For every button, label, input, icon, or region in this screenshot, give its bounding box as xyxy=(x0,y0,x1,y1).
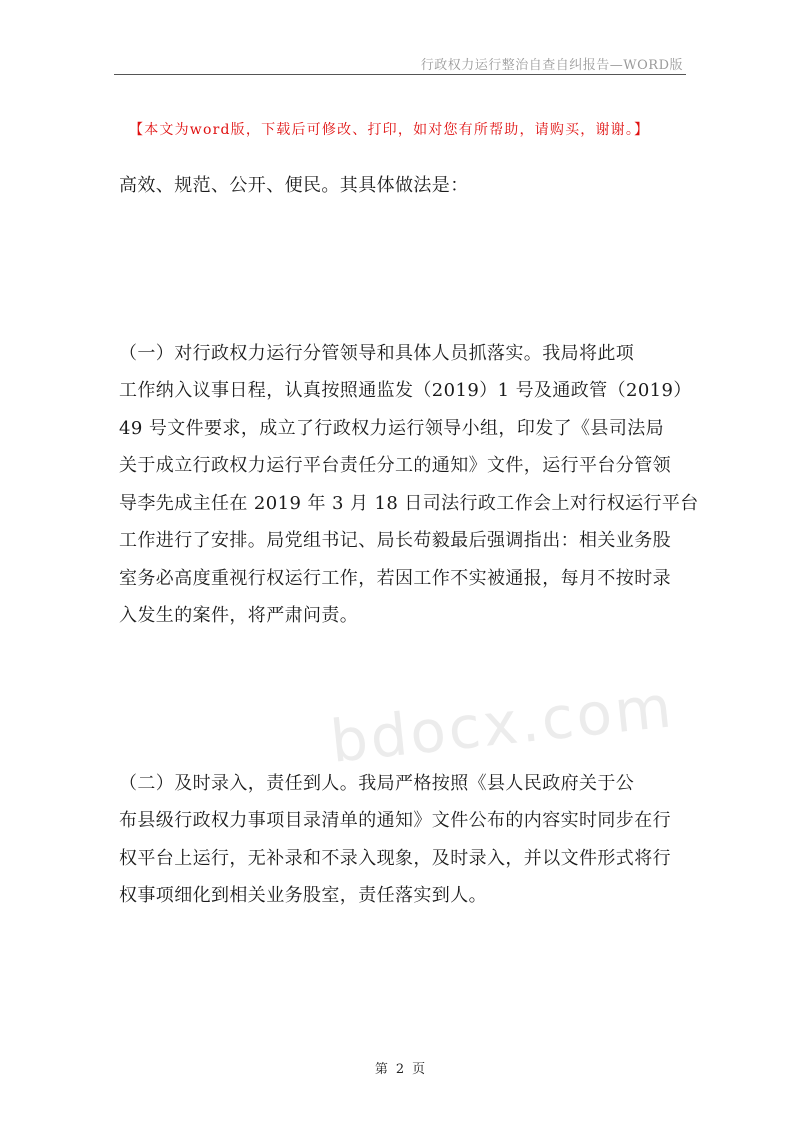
page-number: 2 xyxy=(395,1062,405,1077)
section-1-line: 49 号文件要求，成立了行政权力运行领导小组，印发了《县司法局 xyxy=(119,418,665,439)
section-1-line: 关于成立行政权力运行平台责任分工的通知》文件，运行平台分管领 xyxy=(119,455,671,476)
section-1-line: 室务必高度重视行权运行工作，若因工作不实被通报，每月不按时录 xyxy=(119,568,671,589)
section-2-line: 布县级行政权力事项目录清单的通知》文件公布的内容实时同步在行 xyxy=(119,810,671,831)
section-1-line: 工作纳入议事日程，认真按照通监发（2019）1 号及通政管（2019） xyxy=(119,380,692,401)
section-1-line: 工作进行了安排。局党组书记、局长苟毅最后强调指出：相关业务股 xyxy=(119,530,671,551)
intro-line: 高效、规范、公开、便民。其具体做法是： xyxy=(119,175,469,196)
purchase-notice: 【本文为word版，下载后可修改、打印，如对您有所帮助，请购买，谢谢。】 xyxy=(129,122,650,138)
section-1-line: 导李先成主任在 2019 年 3 月 18 日司法行政工作会上对行权运行平台 xyxy=(119,493,699,514)
section-2-line: 权平台上运行，无补录和不录入现象，及时录入，并以文件形式将行 xyxy=(119,848,671,869)
page-suffix: 页 xyxy=(412,1062,426,1077)
watermark: bdocx.com xyxy=(327,672,678,776)
header-divider xyxy=(114,74,686,75)
page-prefix: 第 xyxy=(374,1062,388,1077)
running-header: 行政权力运行整治自查自纠报告—WORD版 xyxy=(420,58,683,73)
page-footer xyxy=(0,1058,800,1077)
section-1-line: （一）对行政权力运行分管领导和具体人员抓落实。我局将此项 xyxy=(119,343,635,364)
section-2-line: 权事项细化到相关业务股室，责任落实到人。 xyxy=(119,885,487,906)
section-2-line: （二）及时录入，责任到人。我局严格按照《县人民政府关于公 xyxy=(119,773,635,794)
section-1-line: 入发生的案件，将严肃问责。 xyxy=(119,605,359,626)
